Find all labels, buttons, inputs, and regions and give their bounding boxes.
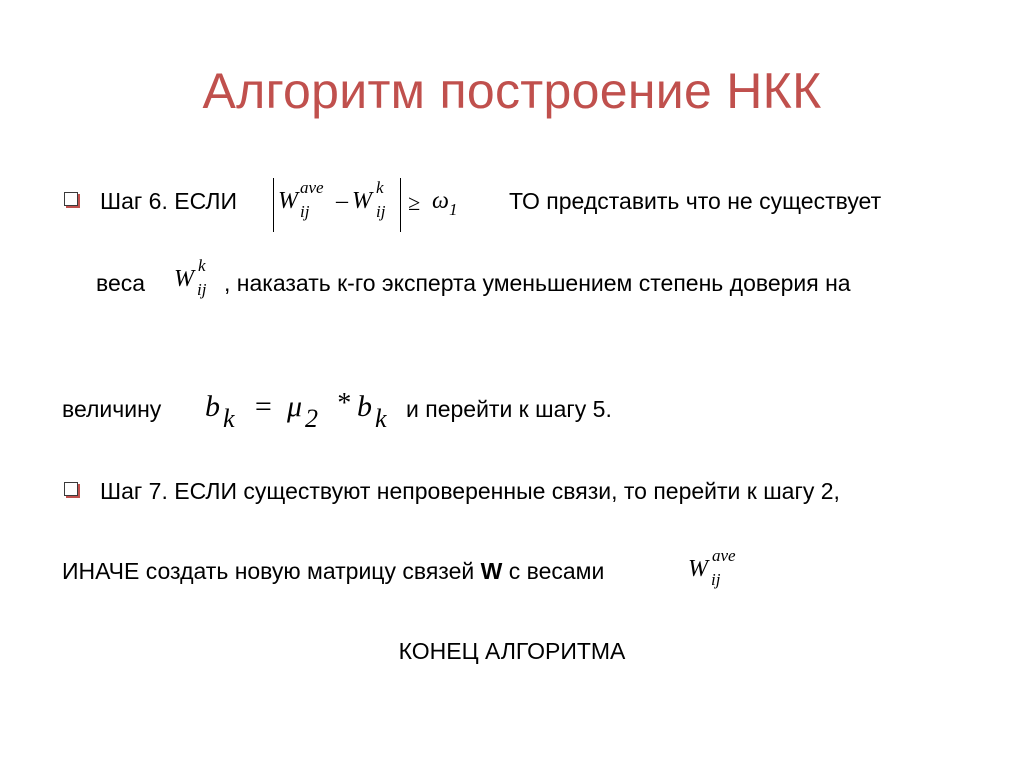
step7-line2	[62, 556, 604, 586]
formula-geq: ≥	[408, 190, 421, 215]
step7-line1: Шаг 7. ЕСЛИ существуют непроверенные связи, то перейти к шагу 2,	[100, 478, 840, 504]
formula-w2: W	[352, 188, 372, 214]
formula-eq: =	[253, 390, 274, 423]
matrix-w: W	[480, 558, 503, 584]
magnitude-label: величину	[62, 396, 162, 422]
formula-sup-ave2: ave	[712, 546, 736, 565]
formula-condition	[270, 176, 470, 234]
slide-title: Алгоритм построение НКК	[202, 63, 822, 119]
formula-minus: –	[336, 188, 348, 214]
formula-omega: ω	[432, 188, 449, 214]
formula-b: b	[205, 390, 220, 423]
formula-sub-ij: ij	[300, 202, 310, 221]
formula-sub-ij4: ij	[711, 570, 721, 589]
formula-sub-k3: k	[375, 404, 387, 433]
abs-bar-right	[400, 178, 401, 232]
weights-label: веса	[96, 270, 146, 296]
formula-b2: b	[357, 390, 372, 423]
end-label: КОНЕЦ АЛГОРИТМА	[398, 638, 626, 664]
formula-w3: W	[174, 266, 194, 292]
formula-star: *	[336, 388, 350, 419]
formula-wave	[688, 546, 768, 600]
bullet-icon	[64, 192, 78, 206]
abs-bar-left	[273, 178, 274, 232]
formula-sup-ave: ave	[300, 178, 324, 197]
formula-sup-k: k	[376, 178, 384, 197]
formula-sub-ij2: ij	[376, 202, 386, 221]
step7-line2-pre: ИНАЧЕ создать новую матрицу связей	[62, 558, 481, 584]
formula-sub-2: 2	[305, 404, 318, 433]
formula-mu: μ	[287, 390, 303, 423]
formula-omega-sub: 1	[449, 200, 458, 219]
step6-then: ТО представить что не существует	[509, 188, 882, 214]
formula-sup-k2: k	[198, 256, 206, 275]
step6-prefix: Шаг 6. ЕСЛИ	[100, 188, 238, 214]
formula-sub-k: k	[223, 404, 235, 433]
goto-text: и перейти к шагу 5.	[406, 396, 612, 422]
formula-w4: W	[688, 556, 708, 582]
formula-sub-ij3: ij	[197, 280, 207, 299]
formula-bk	[205, 386, 405, 442]
bullet-icon	[64, 482, 78, 496]
formula-wk	[174, 256, 224, 306]
punish-text: , наказать к-го эксперта уменьшением степень доверия на	[224, 270, 851, 296]
step7-line2-post: с весами	[502, 558, 605, 584]
formula-w: W	[278, 188, 298, 214]
